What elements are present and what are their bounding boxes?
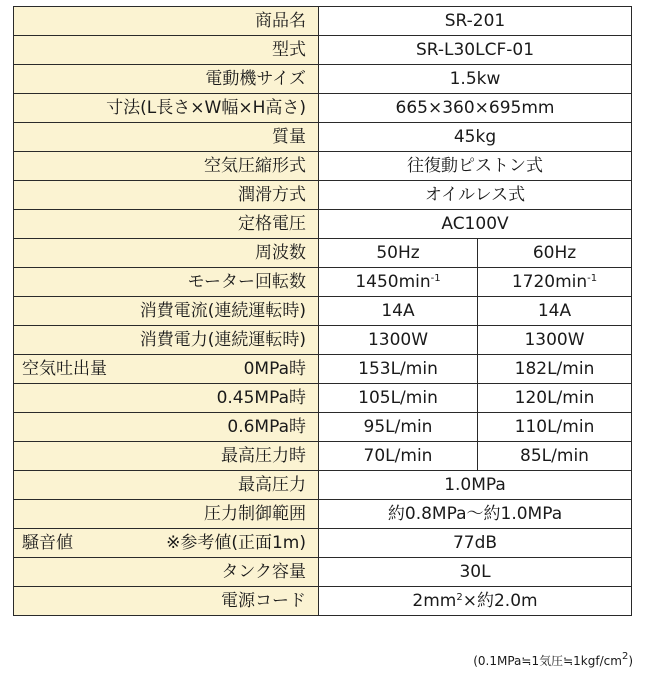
spec-label: 電源コード <box>14 587 319 616</box>
spec-row-product-name <box>14 7 632 36</box>
spec-label: 0.45MPa時 <box>14 384 319 413</box>
spec-value-60hz: 1300W <box>478 326 632 355</box>
spec-label: 最高圧力 <box>14 471 319 500</box>
spec-row-motor-size <box>14 65 632 94</box>
spec-label <box>14 529 319 558</box>
spec-label: 最高圧力時 <box>14 442 319 471</box>
spec-value: 665×360×695mm <box>319 94 632 123</box>
spec-row-compression-type <box>14 152 632 181</box>
spec-value: 1.5kw <box>319 65 632 94</box>
footnote-text: ) <box>628 654 633 668</box>
superscript: 2 <box>456 591 463 603</box>
spec-value-60hz: 85L/min <box>478 442 632 471</box>
spec-label: 型式 <box>14 36 319 65</box>
spec-row-current <box>14 297 632 326</box>
spec-row-model <box>14 36 632 65</box>
spec-value: 30L <box>319 558 632 587</box>
spec-row-air-flow-045mpa <box>14 384 632 413</box>
spec-group-label: 騒音値 <box>22 532 73 553</box>
spec-value: オイルレス式 <box>319 181 632 210</box>
spec-row-max-pressure <box>14 471 632 500</box>
spec-row-air-flow-06mpa <box>14 413 632 442</box>
spec-label: 商品名 <box>14 7 319 36</box>
spec-row-power <box>14 326 632 355</box>
spec-label: 定格電圧 <box>14 210 319 239</box>
spec-label: 周波数 <box>14 239 319 268</box>
spec-value-text: 1720min <box>511 271 588 292</box>
spec-value-text: 1450min <box>355 271 431 292</box>
spec-label: モーター回転数 <box>14 268 319 297</box>
spec-row-power-cord <box>14 587 632 616</box>
spec-label: 電動機サイズ <box>14 65 319 94</box>
superscript: -1 <box>430 272 441 284</box>
spec-row-motor-rpm <box>14 268 632 297</box>
spec-row-frequency <box>14 239 632 268</box>
spec-label: 潤滑方式 <box>14 181 319 210</box>
spec-value: 往復動ピストン式 <box>319 152 632 181</box>
spec-value: 1.0MPa <box>319 471 632 500</box>
spec-value-60hz: 182L/min <box>478 355 632 384</box>
spec-value-50hz: 70L/min <box>319 442 478 471</box>
spec-row-pressure-range <box>14 500 632 529</box>
spec-value: 45kg <box>319 123 632 152</box>
spec-label: 圧力制御範囲 <box>14 500 319 529</box>
spec-sub-label: 0MPa時 <box>243 358 306 379</box>
spec-label: 消費電力(連続運転時) <box>14 326 319 355</box>
spec-row-air-flow-max <box>14 442 632 471</box>
spec-value-50hz <box>319 268 478 297</box>
spec-row-lubrication <box>14 181 632 210</box>
spec-value <box>319 587 632 616</box>
spec-value: 約0.8MPa〜約1.0MPa <box>319 500 632 529</box>
spec-value: 77dB <box>319 529 632 558</box>
spec-row-mass <box>14 123 632 152</box>
spec-label: 質量 <box>14 123 319 152</box>
spec-value-50hz: 105L/min <box>319 384 478 413</box>
spec-value-50hz: 1300W <box>319 326 478 355</box>
spec-row-rated-voltage <box>14 210 632 239</box>
spec-row-air-flow-0mpa <box>14 355 632 384</box>
spec-value-50hz: 50Hz <box>319 239 478 268</box>
spec-sub-label: ※参考値(正面1m) <box>166 532 306 553</box>
spec-label: 空気圧縮形式 <box>14 152 319 181</box>
spec-value-60hz: 120L/min <box>478 384 632 413</box>
spec-value-60hz: 14A <box>478 297 632 326</box>
spec-label: 寸法(L長さ×W幅×H高さ) <box>14 94 319 123</box>
spec-group-label: 空気吐出量 <box>22 358 107 379</box>
superscript: -1 <box>587 272 598 284</box>
spec-value-50hz: 14A <box>319 297 478 326</box>
spec-value-text: ×約2.0m <box>462 590 538 611</box>
spec-row-dimensions <box>14 94 632 123</box>
spec-label: タンク容量 <box>14 558 319 587</box>
spec-row-tank-capacity <box>14 558 632 587</box>
spec-value-50hz: 95L/min <box>319 413 478 442</box>
spec-label <box>14 355 319 384</box>
spec-value-text: 2mm <box>412 590 457 611</box>
spec-value: AC100V <box>319 210 632 239</box>
spec-label: 0.6MPa時 <box>14 413 319 442</box>
footnote-text: (0.1MPa≒1気圧≒1kgf/cm <box>473 654 622 668</box>
spec-value-50hz: 153L/min <box>319 355 478 384</box>
spec-row-noise <box>14 529 632 558</box>
spec-value-60hz: 60Hz <box>478 239 632 268</box>
spec-value: SR-L30LCF-01 <box>319 36 632 65</box>
spec-table <box>13 6 632 616</box>
unit-footnote <box>473 651 633 669</box>
spec-value-60hz <box>478 268 632 297</box>
spec-value-60hz: 110L/min <box>478 413 632 442</box>
spec-value: SR-201 <box>319 7 632 36</box>
superscript: 2 <box>621 651 629 662</box>
spec-label: 消費電流(連続運転時) <box>14 297 319 326</box>
